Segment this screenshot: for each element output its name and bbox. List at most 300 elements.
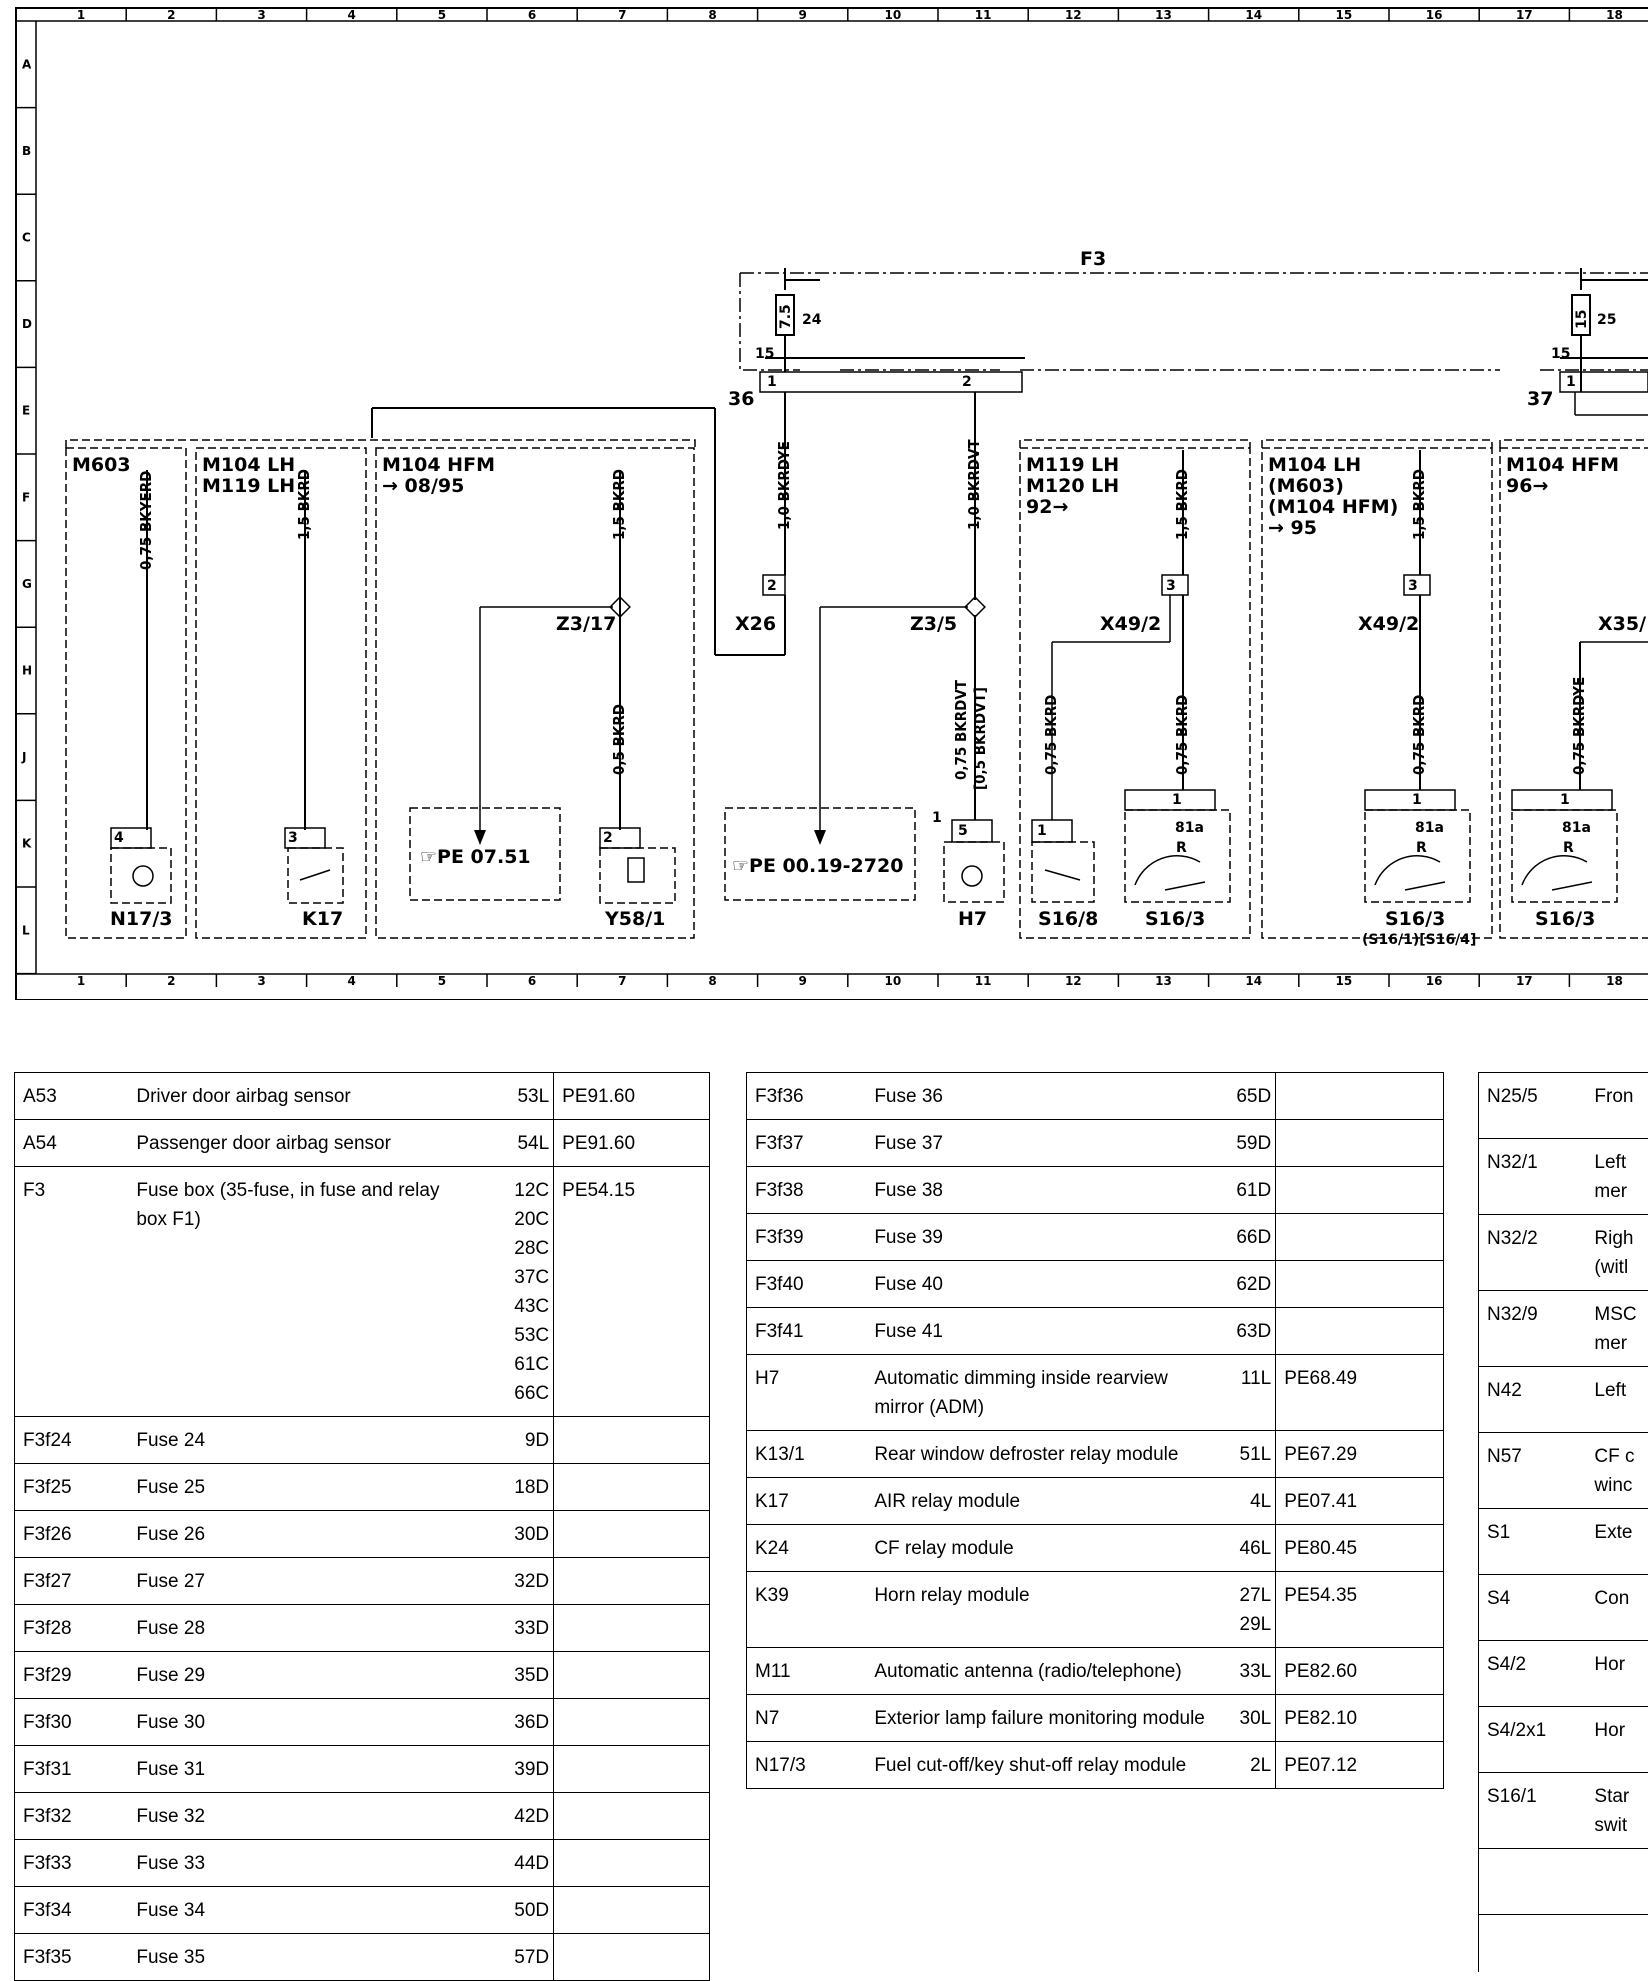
reference-page — [554, 1746, 710, 1793]
component-description: Fuse 26 — [128, 1511, 473, 1558]
table-row — [15, 1558, 710, 1605]
component-description: Fuse 37 — [866, 1120, 1211, 1167]
grid-column-label: 17 — [1516, 8, 1533, 22]
table-row — [1479, 1433, 1648, 1509]
svg-text:3: 3 — [1166, 578, 1176, 594]
component-description: Fuel cut-off/key shut-off relay module — [866, 1742, 1211, 1789]
connector-36-label: 36 — [728, 388, 754, 410]
grid-column-label: 3 — [257, 8, 265, 22]
component-description: Fuse 36 — [866, 1073, 1211, 1120]
grid-column-label: 9 — [799, 974, 807, 988]
reference-page — [554, 1934, 710, 1981]
component-code: N32/2 — [1479, 1215, 1587, 1291]
grid-row-label: C — [22, 231, 31, 245]
grid-column-label: 7 — [618, 8, 626, 22]
component-description: Passenger door airbag sensor — [128, 1120, 473, 1167]
reference-page: PE07.41 — [1276, 1478, 1444, 1525]
table-row — [15, 1934, 710, 1981]
grid-location: 61D — [1212, 1167, 1276, 1214]
svg-text:X49/2: X49/2 — [1358, 613, 1419, 635]
table-row — [15, 1793, 710, 1840]
component-description: Left mer — [1586, 1139, 1648, 1215]
grid-column-label: 2 — [167, 974, 175, 988]
grid-location: 27L 29L — [1212, 1572, 1276, 1648]
svg-text:0,75 BKRDYE: 0,75 BKRDYE — [1570, 677, 1588, 775]
component-code: S4/2 — [1479, 1641, 1587, 1707]
svg-text:15: 15 — [1551, 346, 1570, 362]
component-code: F3f27 — [15, 1558, 129, 1605]
grid-row-label: G — [22, 577, 32, 591]
component-description: Fuse 24 — [128, 1417, 473, 1464]
grid-column-label: 18 — [1606, 974, 1623, 988]
grid-location: 59D — [1212, 1120, 1276, 1167]
svg-text:M119 LH: M119 LH — [1026, 454, 1119, 476]
grid-location: 42D — [474, 1793, 554, 1840]
svg-text:1: 1 — [1560, 792, 1570, 808]
svg-text:2: 2 — [962, 374, 972, 390]
component-code: H7 — [747, 1355, 867, 1431]
table-row — [15, 1840, 710, 1887]
grid-location: 62D — [1212, 1261, 1276, 1308]
reference-page: PE68.49 — [1276, 1355, 1444, 1431]
grid-location: 53L — [474, 1073, 554, 1120]
group-m603 — [66, 448, 186, 938]
component-code: K39 — [747, 1572, 867, 1648]
component-description: Fuse 32 — [128, 1793, 473, 1840]
grid-location: 32D — [474, 1558, 554, 1605]
component-s16-3-c: S16/3 — [1535, 908, 1595, 930]
component-description: Rear window defroster relay module — [866, 1431, 1211, 1478]
svg-text:R: R — [1416, 840, 1427, 856]
grid-column-label: 16 — [1426, 8, 1443, 22]
grid-location: 46L — [1212, 1525, 1276, 1572]
grid-row-label: F — [22, 490, 30, 504]
grid-column-label: 8 — [708, 8, 716, 22]
grid-column-label: 12 — [1065, 974, 1082, 988]
grid-row-label: E — [22, 404, 30, 418]
reference-page — [554, 1417, 710, 1464]
svg-text:X49/2: X49/2 — [1100, 613, 1161, 635]
svg-text:→ 08/95: → 08/95 — [382, 475, 464, 497]
reference-page — [1276, 1214, 1444, 1261]
grid-column-label: 14 — [1245, 974, 1262, 988]
component-description: Fuse 34 — [128, 1887, 473, 1934]
svg-text:96→: 96→ — [1506, 475, 1548, 497]
grid-column-label: 4 — [348, 8, 356, 22]
diagram-frame — [16, 8, 1648, 1000]
table-row — [1479, 1367, 1648, 1433]
grid-location: 50D — [474, 1887, 554, 1934]
component-code: F3f34 — [15, 1887, 129, 1934]
svg-text:1: 1 — [1412, 792, 1422, 808]
component-description — [1586, 1915, 1648, 1973]
grid-location: 35D — [474, 1652, 554, 1699]
component-code: S4 — [1479, 1575, 1587, 1641]
group-bracket — [66, 440, 695, 448]
component-description: Hor — [1586, 1707, 1648, 1773]
svg-text:1: 1 — [1566, 374, 1576, 390]
component-description: Fuse 40 — [866, 1261, 1211, 1308]
grid-column-label: 6 — [528, 974, 536, 988]
reference-page — [554, 1840, 710, 1887]
svg-text:R: R — [1563, 840, 1574, 856]
component-description: Fuse 27 — [128, 1558, 473, 1605]
svg-text:X35/: X35/ — [1598, 613, 1646, 635]
component-code: F3f33 — [15, 1840, 129, 1887]
table-row — [747, 1431, 1444, 1478]
svg-text:(M603): (M603) — [1268, 475, 1344, 497]
reference-page — [554, 1699, 710, 1746]
component-description: Con — [1586, 1575, 1648, 1641]
svg-text:3: 3 — [288, 830, 298, 846]
svg-text:1: 1 — [932, 810, 942, 826]
component-code: F3f32 — [15, 1793, 129, 1840]
grid-location: 2L — [1212, 1742, 1276, 1789]
component-code — [1479, 1915, 1587, 1973]
reference-page — [1276, 1120, 1444, 1167]
grid-row-labels — [16, 57, 36, 973]
grid-row-label: B — [22, 144, 31, 158]
reference-page — [554, 1793, 710, 1840]
component-code: F3f38 — [747, 1167, 867, 1214]
component-code: F3f39 — [747, 1214, 867, 1261]
table-row — [1479, 1215, 1648, 1291]
grid-location: 30L — [1212, 1695, 1276, 1742]
grid-column-label: 5 — [438, 974, 446, 988]
grid-column-label: 11 — [975, 8, 992, 22]
svg-text:Z3/5: Z3/5 — [910, 613, 957, 635]
component-code: F3f37 — [747, 1120, 867, 1167]
component-description: Fuse 28 — [128, 1605, 473, 1652]
svg-text:1,5 BKRD: 1,5 BKRD — [1173, 469, 1191, 540]
component-code: N57 — [1479, 1433, 1587, 1509]
table-row — [15, 1887, 710, 1934]
group-m119-lh — [1020, 448, 1250, 938]
svg-text:(S16/1)[S16/4]: (S16/1)[S16/4] — [1362, 932, 1476, 948]
grid-row-label: D — [22, 317, 32, 331]
svg-text:2: 2 — [603, 830, 613, 846]
table-row — [747, 1355, 1444, 1431]
component-code: F3f29 — [15, 1652, 129, 1699]
component-code: K17 — [747, 1478, 867, 1525]
component-k17: K17 — [302, 908, 343, 930]
grid-location: 12C 20C 28C 37C 43C 53C 61C 66C — [474, 1167, 554, 1417]
svg-text:M104 HFM: M104 HFM — [1506, 454, 1619, 476]
reference-page: PE91.60 — [554, 1073, 710, 1120]
table-row — [1479, 1073, 1648, 1139]
component-description: Automatic antenna (radio/telephone) — [866, 1648, 1211, 1695]
table-row — [747, 1214, 1444, 1261]
table-row — [747, 1073, 1444, 1120]
component-description: Fuse 29 — [128, 1652, 473, 1699]
svg-text:0,75 BKRDVT: 0,75 BKRDVT — [952, 679, 970, 780]
table-row — [1479, 1139, 1648, 1215]
svg-text:1,5 BKRD: 1,5 BKRD — [610, 469, 628, 540]
svg-text:1: 1 — [767, 374, 777, 390]
svg-text:1,0 BKRDVT: 1,0 BKRDVT — [965, 439, 983, 530]
grid-row-label: J — [21, 750, 26, 764]
svg-text:→ 95: → 95 — [1268, 517, 1317, 539]
svg-text:15: 15 — [755, 346, 774, 362]
grid-location: 44D — [474, 1840, 554, 1887]
component-code: S16/1 — [1479, 1773, 1587, 1849]
component-y58-1: Y58/1 — [604, 908, 665, 930]
table-row — [747, 1525, 1444, 1572]
grid-location: 9D — [474, 1417, 554, 1464]
table-row — [15, 1605, 710, 1652]
grid-column-label: 12 — [1065, 8, 1082, 22]
svg-text:M104 LH: M104 LH — [202, 454, 295, 476]
grid-column-label: 1 — [77, 8, 85, 22]
component-code: F3f30 — [15, 1699, 129, 1746]
group-m104-lh — [196, 448, 366, 938]
component-description: Righ (witl — [1586, 1215, 1648, 1291]
component-s16-8: S16/8 — [1038, 908, 1098, 930]
grid-column-label: 11 — [975, 974, 992, 988]
reference-page — [1276, 1167, 1444, 1214]
svg-text:M119 LH: M119 LH — [202, 475, 295, 497]
table-row — [15, 1511, 710, 1558]
component-description: CF relay module — [866, 1525, 1211, 1572]
table-row — [1479, 1509, 1648, 1575]
component-code: N42 — [1479, 1367, 1587, 1433]
component-h7: H7 — [958, 908, 987, 930]
grid-location: 30D — [474, 1511, 554, 1558]
grid-column-label: 2 — [167, 8, 175, 22]
svg-text:R: R — [1176, 840, 1187, 856]
component-code: F3f41 — [747, 1308, 867, 1355]
grid-column-label: 8 — [708, 974, 716, 988]
reference-page — [554, 1605, 710, 1652]
svg-text:M104 LH: M104 LH — [1268, 454, 1361, 476]
reference-page: PE07.12 — [1276, 1742, 1444, 1789]
grid-row-label: K — [22, 837, 32, 851]
svg-text:☞PE 07.51: ☞PE 07.51 — [420, 846, 531, 868]
svg-text:1: 1 — [1037, 823, 1047, 839]
reference-page: PE54.35 — [1276, 1572, 1444, 1648]
table-row — [1479, 1707, 1648, 1773]
component-code: S4/2x1 — [1479, 1707, 1587, 1773]
component-description: CF c winc — [1586, 1433, 1648, 1509]
fuse-25-label: 25 — [1597, 312, 1616, 328]
table-row — [1479, 1291, 1648, 1367]
component-code: F3f40 — [747, 1261, 867, 1308]
svg-text:0,75 BKRD: 0,75 BKRD — [1410, 695, 1428, 775]
component-code: F3f36 — [747, 1073, 867, 1120]
table-row — [15, 1464, 710, 1511]
table-row — [1479, 1641, 1648, 1707]
component-code: F3f35 — [15, 1934, 129, 1981]
grid-location: 54L — [474, 1120, 554, 1167]
component-description: MSC mer — [1586, 1291, 1648, 1367]
component-description: Fron — [1586, 1073, 1648, 1139]
grid-column-label: 15 — [1336, 974, 1353, 988]
component-code: F3f28 — [15, 1605, 129, 1652]
component-description: Fuse 31 — [128, 1746, 473, 1793]
component-description: Exterior lamp failure monitoring module — [866, 1695, 1211, 1742]
component-description: Fuse 30 — [128, 1699, 473, 1746]
component-description — [1586, 1849, 1648, 1915]
svg-text:1,0 BKRDYE: 1,0 BKRDYE — [775, 441, 793, 530]
h7-component — [944, 842, 1004, 902]
svg-text:81a: 81a — [1175, 820, 1204, 836]
component-code: N25/5 — [1479, 1073, 1587, 1139]
connector-37-label: 37 — [1527, 388, 1553, 410]
component-description: Automatic dimming inside rearview mirror (ADM) — [866, 1355, 1211, 1431]
svg-text:M104 HFM: M104 HFM — [382, 454, 495, 476]
component-code: F3f31 — [15, 1746, 129, 1793]
component-code: N17/3 — [747, 1742, 867, 1789]
grid-column-label: 14 — [1245, 8, 1262, 22]
grid-location: 33D — [474, 1605, 554, 1652]
svg-text:81a: 81a — [1562, 820, 1591, 836]
grid-location: 66D — [1212, 1214, 1276, 1261]
component-code: N32/1 — [1479, 1139, 1587, 1215]
table-row — [747, 1120, 1444, 1167]
grid-column-label: 10 — [885, 974, 902, 988]
grid-column-label: 15 — [1336, 8, 1353, 22]
s16-8-component — [1032, 842, 1094, 902]
grid-row-label: L — [22, 923, 30, 937]
component-description: Horn relay module — [866, 1572, 1211, 1648]
reference-page: PE82.10 — [1276, 1695, 1444, 1742]
reference-page: PE54.15 — [554, 1167, 710, 1417]
svg-text:3: 3 — [1408, 578, 1418, 594]
svg-text:92→: 92→ — [1026, 496, 1068, 518]
component-description: Star swit — [1586, 1773, 1648, 1849]
table-row — [747, 1695, 1444, 1742]
fuse-24-label: 24 — [802, 312, 822, 328]
reference-page — [554, 1558, 710, 1605]
grid-row-label: H — [22, 664, 32, 678]
component-description: Driver door airbag sensor — [128, 1073, 473, 1120]
component-code: A54 — [15, 1120, 129, 1167]
component-code: S1 — [1479, 1509, 1587, 1575]
svg-text:X26: X26 — [735, 613, 776, 635]
svg-text:[0,5 BKRDVT]: [0,5 BKRDVT] — [971, 687, 989, 790]
component-code: N7 — [747, 1695, 867, 1742]
table-row — [15, 1167, 710, 1417]
table-row — [1479, 1773, 1648, 1849]
grid-location: 4L — [1212, 1478, 1276, 1525]
component-code — [1479, 1849, 1587, 1915]
component-code: K24 — [747, 1525, 867, 1572]
legend-table-middle — [746, 1072, 1444, 1789]
table-row — [15, 1746, 710, 1793]
grid-location: 33L — [1212, 1648, 1276, 1695]
reference-page — [554, 1464, 710, 1511]
reference-page — [1276, 1308, 1444, 1355]
grid-location: 39D — [474, 1746, 554, 1793]
reference-page — [1276, 1261, 1444, 1308]
reference-page: PE82.60 — [1276, 1648, 1444, 1695]
table-row — [747, 1742, 1444, 1789]
svg-text:0,75 BKYERD: 0,75 BKYERD — [137, 471, 155, 570]
component-code: N32/9 — [1479, 1291, 1587, 1367]
component-description: Fuse 35 — [128, 1934, 473, 1981]
grid-column-label: 13 — [1155, 8, 1172, 22]
svg-text:1,5 BKRD: 1,5 BKRD — [1410, 469, 1428, 540]
table-row — [15, 1417, 710, 1464]
table-row — [15, 1652, 710, 1699]
n17-3-component — [111, 848, 171, 903]
svg-text:81a: 81a — [1415, 820, 1444, 836]
reference-page — [554, 1652, 710, 1699]
component-description: Fuse 38 — [866, 1167, 1211, 1214]
table-row — [747, 1648, 1444, 1695]
svg-text:1: 1 — [1172, 792, 1182, 808]
table-row — [747, 1308, 1444, 1355]
reference-page — [554, 1887, 710, 1934]
reference-page: PE91.60 — [554, 1120, 710, 1167]
component-description: Hor — [1586, 1641, 1648, 1707]
svg-text:7.5: 7.5 — [778, 304, 794, 329]
svg-text:M603: M603 — [72, 454, 131, 476]
component-code: K13/1 — [747, 1431, 867, 1478]
fuse-box-label: F3 — [1080, 248, 1106, 270]
reference-page — [554, 1511, 710, 1558]
table-row — [747, 1572, 1444, 1648]
grid-column-label: 6 — [528, 8, 536, 22]
grid-column-label: 13 — [1155, 974, 1172, 988]
component-s16-3-a: S16/3 — [1145, 908, 1205, 930]
component-code: F3 — [15, 1167, 129, 1417]
grid-location: 18D — [474, 1464, 554, 1511]
connector-36 — [760, 372, 1022, 392]
grid-column-label: 1 — [77, 974, 85, 988]
table-row — [1479, 1915, 1648, 1973]
svg-text:2: 2 — [767, 578, 777, 594]
grid-column-label: 4 — [348, 974, 356, 988]
reference-page: PE67.29 — [1276, 1431, 1444, 1478]
table-row — [15, 1120, 710, 1167]
svg-text:15: 15 — [1574, 310, 1590, 329]
svg-text:M120 LH: M120 LH — [1026, 475, 1119, 497]
svg-text:0,75 BKRD: 0,75 BKRD — [1173, 695, 1191, 775]
component-description: Fuse 39 — [866, 1214, 1211, 1261]
grid-location: 57D — [474, 1934, 554, 1981]
grid-location: 63D — [1212, 1308, 1276, 1355]
y58-1-component — [600, 848, 675, 903]
svg-text:0,75 BKRD: 0,75 BKRD — [1042, 695, 1060, 775]
table-row — [747, 1261, 1444, 1308]
component-n17-3: N17/3 — [110, 908, 173, 930]
reference-page — [1276, 1073, 1444, 1120]
legend-table-left — [14, 1072, 710, 1981]
table-row — [15, 1699, 710, 1746]
table-row — [15, 1073, 710, 1120]
svg-text:1,5 BKRD: 1,5 BKRD — [295, 469, 313, 540]
component-code: F3f25 — [15, 1464, 129, 1511]
component-description: AIR relay module — [866, 1478, 1211, 1525]
grid-row-label: A — [22, 57, 32, 71]
svg-text:0,5 BKRD: 0,5 BKRD — [610, 704, 628, 775]
legend-table-right — [1478, 1072, 1648, 1972]
node-z3-5 — [965, 597, 985, 617]
component-s16-3-b: S16/3 — [1385, 908, 1445, 930]
grid-column-label: 5 — [438, 8, 446, 22]
grid-column-label: 3 — [257, 974, 265, 988]
grid-location: 11L — [1212, 1355, 1276, 1431]
table-row — [747, 1478, 1444, 1525]
svg-text:4: 4 — [114, 830, 124, 846]
component-description: Fuse 25 — [128, 1464, 473, 1511]
component-description: Fuse 33 — [128, 1840, 473, 1887]
table-row — [1479, 1849, 1648, 1915]
svg-text:☞PE 00.19-2720: ☞PE 00.19-2720 — [732, 855, 903, 877]
component-code: M11 — [747, 1648, 867, 1695]
grid-column-label: 16 — [1426, 974, 1443, 988]
